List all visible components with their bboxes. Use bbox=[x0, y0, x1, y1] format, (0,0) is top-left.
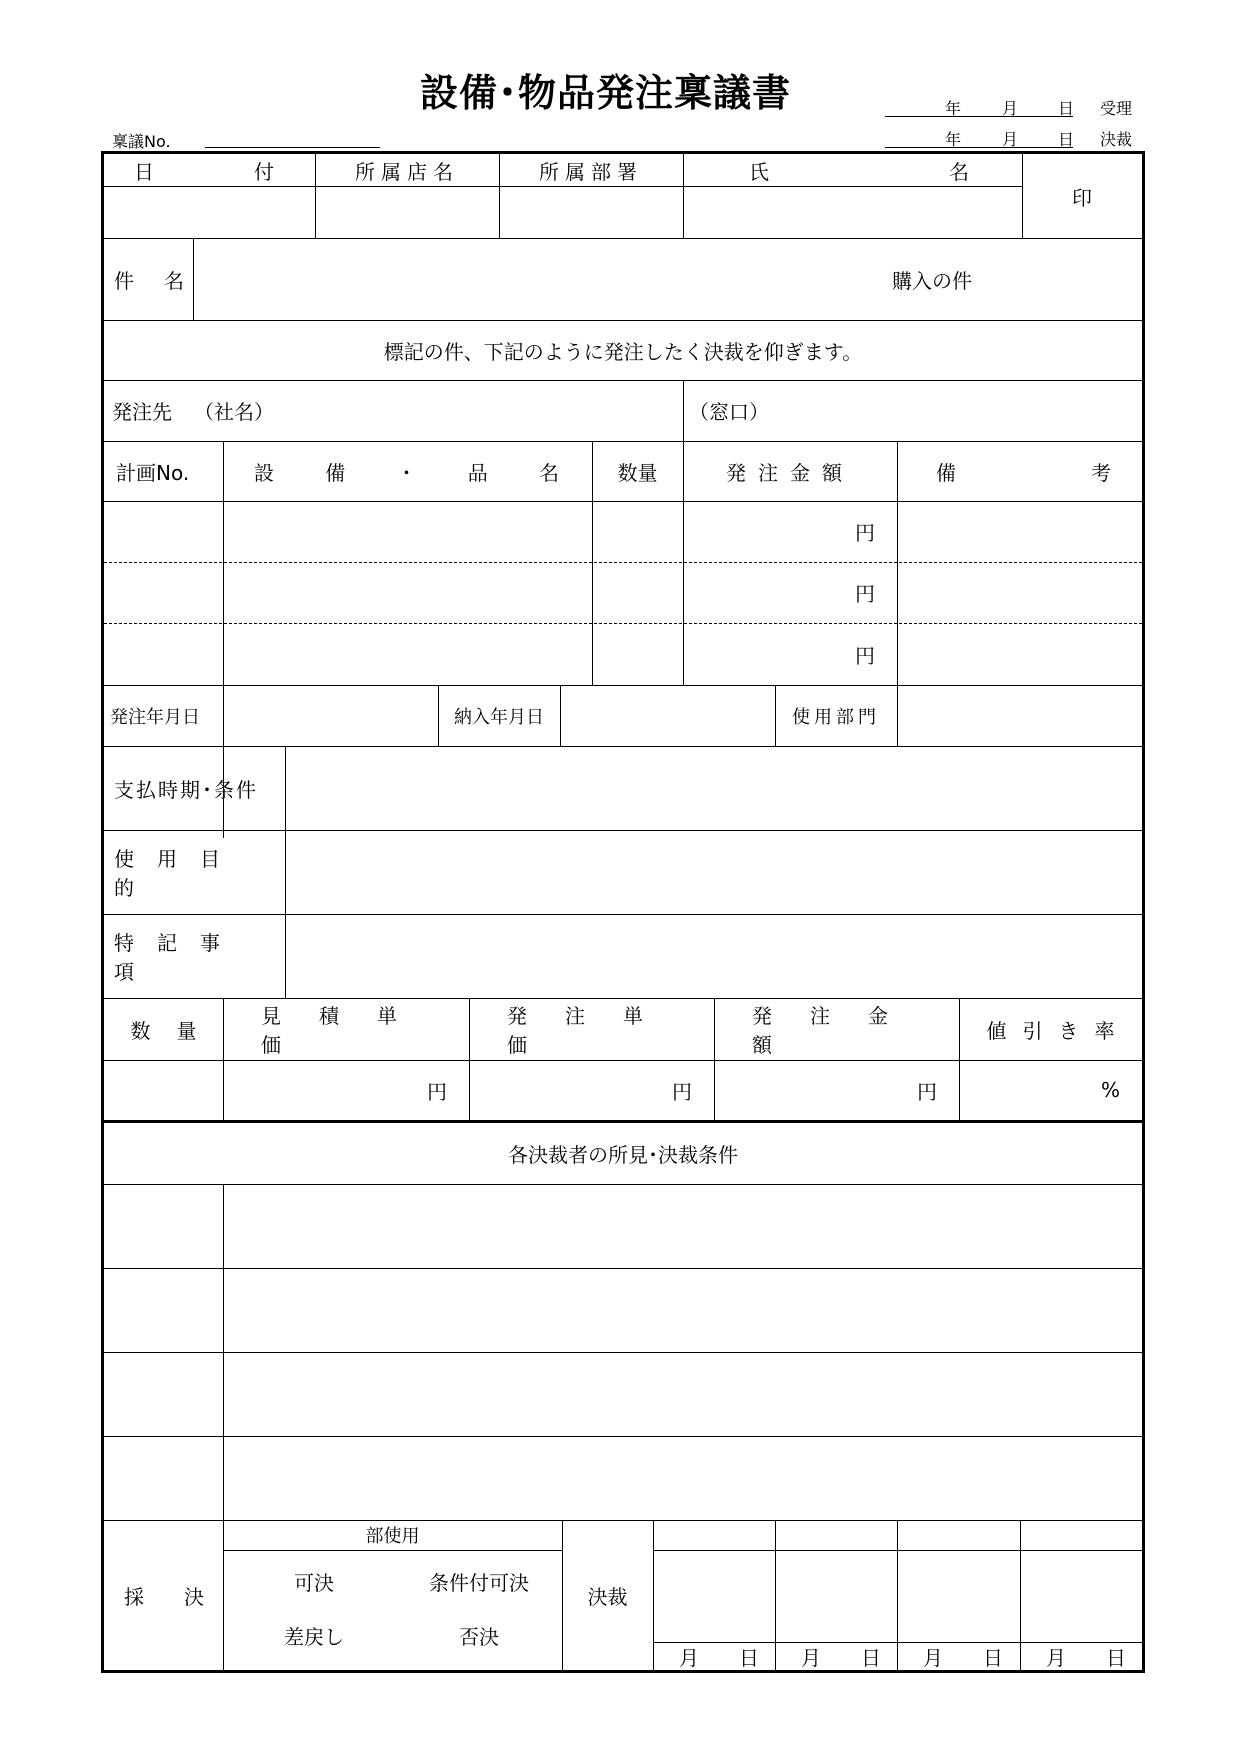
approver-stamp-1[interactable] bbox=[653, 1550, 775, 1642]
discount-input[interactable]: % bbox=[1100, 1078, 1120, 1102]
conditional-approve-option[interactable]: 条件付可決 bbox=[429, 1570, 529, 1595]
order-date-input[interactable] bbox=[223, 685, 438, 746]
page-title: 設備･物品発注稟議書 bbox=[420, 71, 792, 115]
estimate-unit-input[interactable]: 円 bbox=[427, 1079, 447, 1104]
payment-label: 支払時期･条件 bbox=[114, 777, 258, 802]
received-year: 年 bbox=[945, 99, 962, 118]
item-amount-2[interactable]: 円 bbox=[855, 582, 875, 606]
received-date-field[interactable] bbox=[885, 116, 1073, 117]
reject-option[interactable]: 否決 bbox=[459, 1624, 499, 1649]
statement-text: 標記の件、下記のように発注したく決裁を仰ぎます。 bbox=[383, 339, 863, 364]
amount-header: 発注金額 bbox=[726, 460, 854, 485]
supplier-label: 発注先 bbox=[112, 400, 172, 424]
purpose-input[interactable] bbox=[285, 830, 1142, 914]
name-input[interactable] bbox=[683, 186, 1022, 238]
date-input[interactable] bbox=[104, 186, 315, 238]
item-name-header: 設 備 ・ 品 名 bbox=[254, 460, 559, 485]
subject-label: 件 名 bbox=[114, 268, 184, 293]
dept-input[interactable] bbox=[499, 186, 683, 238]
notes-input[interactable] bbox=[285, 914, 1142, 998]
approver-stamp-4[interactable] bbox=[1020, 1550, 1142, 1642]
kessai-label: 決裁 bbox=[587, 1584, 628, 1609]
delivery-date-input[interactable] bbox=[560, 685, 775, 746]
estimate-unit-header: 見積単価 bbox=[261, 1004, 435, 1057]
dept-header: 所属部署 bbox=[539, 159, 643, 184]
purpose-label: 使用目的 bbox=[114, 847, 243, 900]
approver-date-1: 月 日 bbox=[679, 1645, 759, 1670]
store-input[interactable] bbox=[315, 186, 499, 238]
opinion-input-2[interactable] bbox=[223, 1268, 1142, 1352]
order-date-label: 発注年月日 bbox=[110, 706, 200, 728]
item-amount-1[interactable]: 円 bbox=[855, 521, 875, 545]
approver-date-2: 月 日 bbox=[801, 1645, 881, 1670]
use-dept-input[interactable] bbox=[897, 685, 1142, 746]
date-header: 日 付 bbox=[134, 159, 274, 184]
payment-input[interactable] bbox=[285, 746, 1142, 830]
opinion-input-4[interactable] bbox=[223, 1436, 1142, 1520]
approved-year: 年 bbox=[945, 130, 962, 149]
remarks-header: 備 考 bbox=[936, 460, 1111, 485]
approved-date-field[interactable] bbox=[885, 147, 1073, 148]
pricing-qty-input[interactable] bbox=[104, 1060, 223, 1120]
subject-input[interactable]: 購入の件 bbox=[892, 268, 972, 293]
opinions-title: 各決裁者の所見･決裁条件 bbox=[508, 1143, 738, 1167]
approved-label: 決裁 bbox=[1100, 130, 1133, 149]
ringi-no-label: 稟議No. bbox=[112, 132, 171, 151]
dept-use-label: 部使用 bbox=[365, 1526, 420, 1547]
return-option[interactable]: 差戻し bbox=[284, 1624, 344, 1649]
approver-stamp-2[interactable] bbox=[775, 1550, 897, 1642]
form-sheet bbox=[101, 151, 1145, 1673]
use-dept-label: 使用部門 bbox=[792, 706, 880, 728]
order-amount-input[interactable]: 円 bbox=[917, 1079, 937, 1104]
discount-header: 値引き率 bbox=[986, 1018, 1131, 1043]
plan-no-header: 計画No. bbox=[116, 460, 190, 485]
approved-month: 月 bbox=[1002, 130, 1019, 149]
received-label: 受理 bbox=[1100, 99, 1133, 118]
approver-stamp-3[interactable] bbox=[897, 1550, 1020, 1642]
supplier-company-input[interactable]: （社名） bbox=[194, 400, 274, 424]
delivery-date-label: 納入年月日 bbox=[454, 706, 544, 728]
received-month: 月 bbox=[1002, 99, 1019, 118]
opinion-input-3[interactable] bbox=[223, 1352, 1142, 1436]
approved-day: 日 bbox=[1058, 130, 1075, 149]
seal-box[interactable]: 印 bbox=[1072, 185, 1092, 210]
ringi-no-field[interactable] bbox=[205, 147, 380, 148]
order-unit-header: 発注単価 bbox=[507, 1004, 681, 1057]
decision-label: 採 決 bbox=[124, 1584, 204, 1609]
received-day: 日 bbox=[1058, 99, 1075, 118]
order-unit-input[interactable]: 円 bbox=[672, 1079, 692, 1104]
approver-date-4: 月 日 bbox=[1046, 1645, 1126, 1670]
name-header: 氏 名 bbox=[749, 159, 969, 184]
approve-option[interactable]: 可決 bbox=[294, 1570, 334, 1595]
approver-date-3: 月 日 bbox=[923, 1645, 1003, 1670]
supplier-contact-input[interactable]: （窓口） bbox=[689, 400, 769, 424]
order-amount-header: 発注金額 bbox=[752, 1004, 926, 1057]
item-amount-3[interactable]: 円 bbox=[855, 643, 875, 668]
pricing-qty-header: 数量 bbox=[130, 1018, 223, 1043]
store-header: 所属店名 bbox=[355, 159, 459, 184]
qty-header: 数量 bbox=[617, 460, 658, 485]
opinion-input-1[interactable] bbox=[223, 1184, 1142, 1268]
notes-label: 特記事項 bbox=[114, 931, 243, 984]
